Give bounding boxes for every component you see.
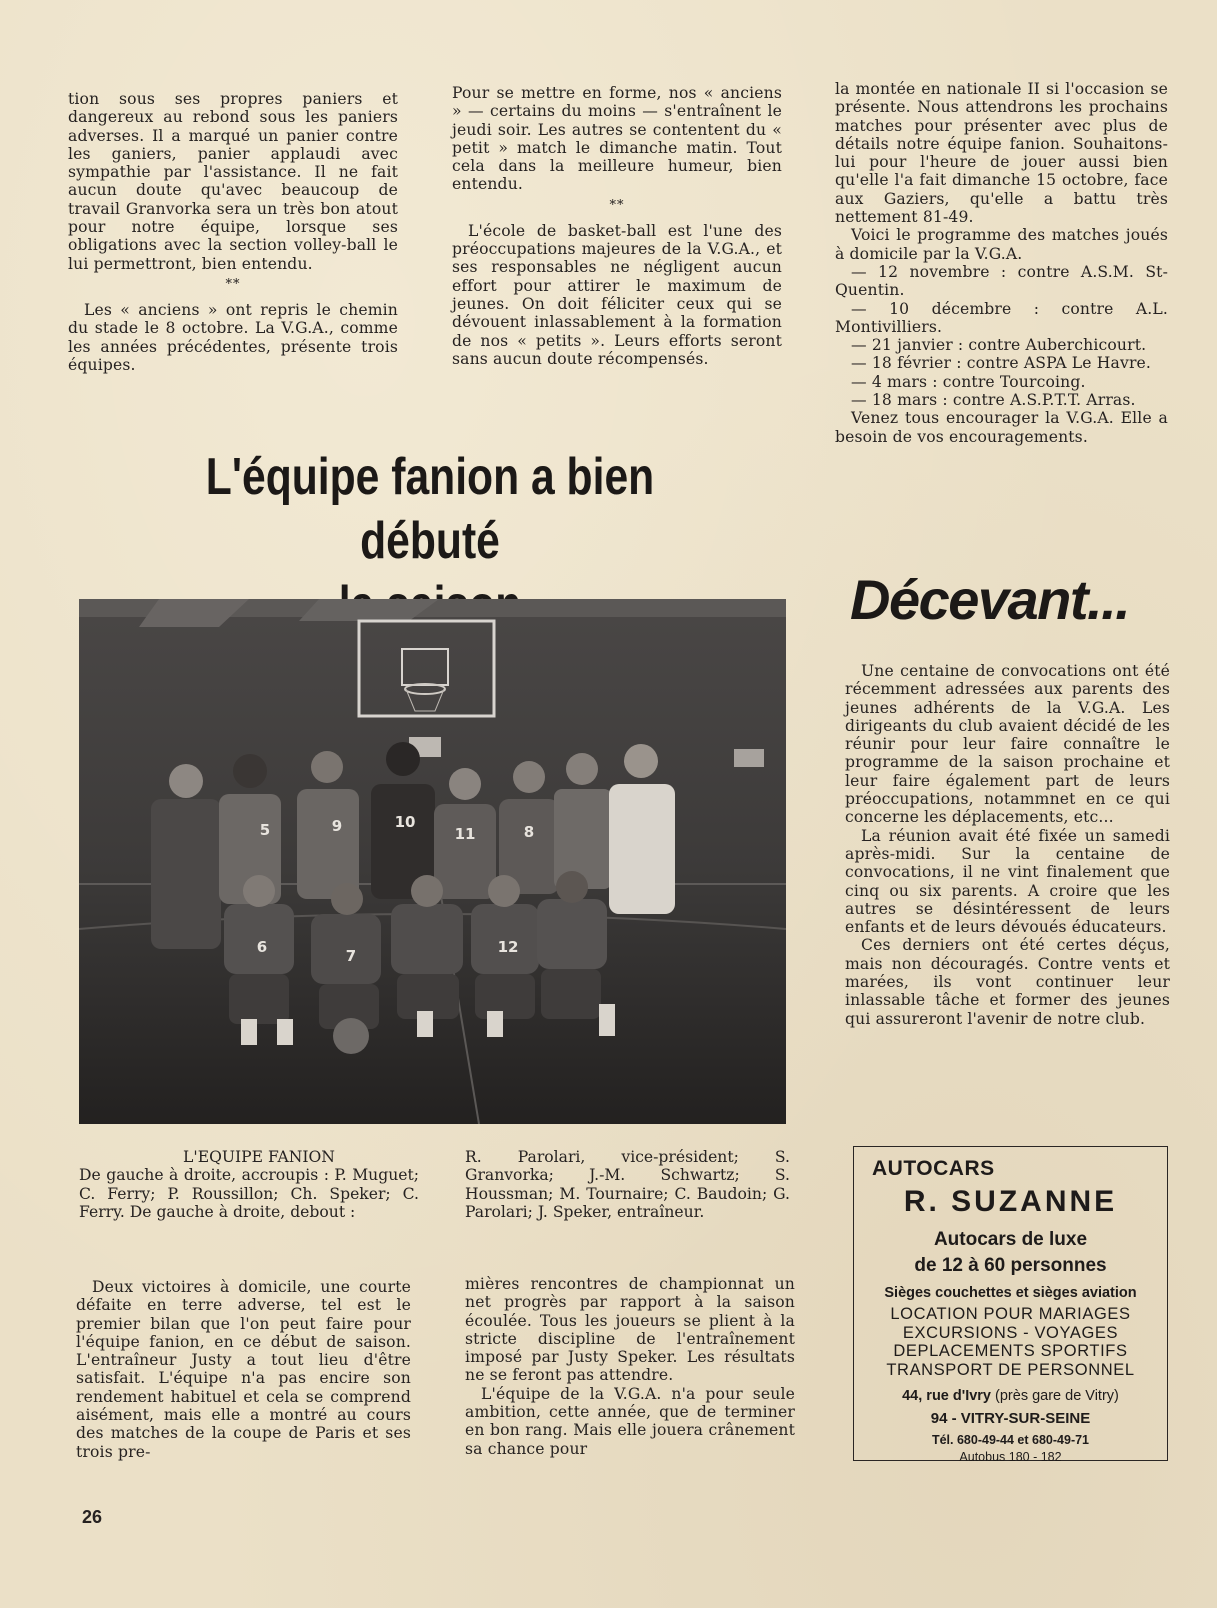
ad-service-item: DEPLACEMENTS SPORTIFS: [893, 1342, 1128, 1360]
ad-heading: AUTOCARS: [872, 1157, 995, 1180]
match-item: — 18 mars : contre A.S.P.T.T. Arras.: [851, 391, 1136, 410]
caption-title: L'EQUIPE FANION: [183, 1148, 335, 1166]
paragraph: Pour se mettre en forme, nos « anciens » — certains du moins — s'entraînent le jeudi soir. Les autres se contentent du « petit » match le dimanche matin. Tout cela dans la meilleure humeur, bien entendu.: [452, 84, 782, 194]
autocars-advertisement: [853, 1146, 1168, 1464]
paragraph: la montée en nationale II si l'occasion se présente. Nous attendrons les prochains matches pour présenter avec plus de détails notre équipe fanion. Souhaitons-lui pour l'heure de jouer aussi bien qu'elle l'a fait dimanche 15 octobre, face aux Gaziers, qu'elle a battu très nettement 81-49.: [835, 80, 1168, 227]
ad-subtitle-line: Autocars de luxe: [933, 1229, 1088, 1250]
jersey-number: 8: [523, 823, 535, 841]
paragraph: Une centaine de convocations ont été récemment adressées aux parents des jeunes adhérents de la V.G.A. Les dirigeants du club avaient décidé de les réunir pour leur faire connaître le programme de la saison prochaine et leur faire également part de leurs préoccupations, notammnet en ce qui concerne les déplacements, etc...: [845, 662, 1170, 827]
article-column-2: [465, 1275, 795, 1458]
caption-text: De gauche à droite, accroupis : P. Muguet; C. Ferry; P. Roussillon; Ch. Speker; C. Ferry. De gauche à droite, debout :: [79, 1166, 419, 1221]
ad-seats: Sièges couchettes et sièges aviation: [884, 1285, 1137, 1301]
jersey-number: 5: [259, 821, 271, 839]
jersey-number: 6: [256, 938, 268, 956]
paragraph: L'école de basket-ball est l'une des préoccupations majeures de la V.G.A., et ses responsables ne négligent aucun effort pour attirer le maximum de jeunes. On doit féliciter ceux qui se dévouent inlassablement à la formation de nos « petits ». Leurs efforts seront sans aucun doute récompensés.: [452, 221, 782, 368]
paragraph: Deux victoires à domicile, une courte défaite en terre adverse, tel est le premier bilan que l'on peut faire pour l'équipe fanion, en ce début de saison. L'entraîneur Justy a tout lieu d'être satisfait. L'équipe n'a pas encire son rendement habituel et cela se comprend aisément, mais elle a montré au cours des matches de la coupe de Paris et ses trois pre-: [76, 1278, 411, 1461]
match-item: — 18 février : contre ASPA Le Havre.: [851, 354, 1152, 373]
ad-city: 94 - VITRY-SUR-SEINE: [930, 1410, 1091, 1427]
jersey-number: 12: [497, 938, 519, 956]
jersey-number: 7: [345, 947, 357, 965]
ad-service-item: LOCATION POUR MARIAGES: [890, 1305, 1131, 1323]
paragraph: L'équipe de la V.G.A. n'a pour seule ambition, cette année, que de terminer en bon rang. Mais elle jouera crânement sa chance pour: [465, 1384, 795, 1458]
ad-street: 44, rue d'Ivry: [902, 1388, 991, 1404]
ad-services: [854, 1305, 1167, 1379]
decevant-title: Décevant...: [850, 568, 1130, 631]
headline-line-1: L'équipe fanion a bien débuté: [205, 448, 655, 570]
paragraph: La réunion avait été fixée un samedi après-midi. Sur la centaine de convocations, il ne vint finalement que cinq ou six parents. A croire que les autres se désintéressent de leurs enfants et de leurs dévoués éducateurs.: [845, 826, 1170, 937]
top-column-3: [835, 80, 1168, 446]
jersey-number: 9: [331, 817, 343, 835]
match-item: — 10 décembre : contre A.L. Montivilliers.: [835, 299, 1168, 336]
paragraph: Voici le programme des matches joués à domicile par la V.G.A.: [835, 226, 1168, 263]
photo-caption-continued: R. Parolari, vice-président; S. Granvorka; J.-M. Schwartz; S. Houssman; M. Tournaire; C. Baudoin; G. Parolari; J. Speker, entraîneur.: [465, 1148, 790, 1221]
match-item: — 4 mars : contre Tourcoing.: [851, 372, 1086, 391]
paragraph: Venez tous encourager la V.G.A. Elle a besoin de vos encouragements.: [835, 409, 1168, 446]
ad-address: [854, 1388, 1167, 1404]
separator-stars: **: [609, 197, 625, 213]
paragraph: Les « anciens » ont repris le chemin du stade le 8 octobre. La V.G.A., comme les années précédentes, présente trois équipes.: [68, 300, 398, 374]
ad-service-item: EXCURSIONS - VOYAGES: [902, 1323, 1119, 1342]
separator-stars: **: [225, 276, 241, 292]
ad-service-item: TRANSPORT DE PERSONNEL: [886, 1360, 1135, 1379]
ad-subtitle-line: de 12 à 60 personnes: [914, 1255, 1107, 1276]
match-item: — 12 novembre : contre A.S.M. St-Quentin.: [835, 262, 1168, 300]
match-item: — 21 janvier : contre Auberchicourt.: [851, 336, 1147, 355]
article-column-1: [76, 1278, 411, 1461]
jersey-number: 10: [394, 813, 416, 831]
top-column-1: [68, 90, 398, 374]
paragraph: Ces derniers ont été certes déçus, mais non découragés. Contre vents et marées, ils vont continuer leur inlassable tâche et former des jeunes qui assureront l'avenir de notre club.: [845, 936, 1170, 1028]
ad-phone: Tél. 680-49-44 et 680-49-71: [931, 1433, 1090, 1447]
page-number: 26: [82, 1507, 103, 1527]
jersey-number: 11: [454, 825, 476, 843]
paragraph: tion sous ses propres paniers et dangereux au rebond sous les paniers adverses. Il a marqué un panier contre les ganiers, panier applaudi avec sympathie par l'assistance. Il ne fait aucun doute qu'avec beaucoup de travail Granvorka sera un très bon atout pour notre équipe, lorsque ses obligations avec la section volley-ball le lui permettront, bien entendu.: [68, 90, 398, 273]
ad-subtitle: [854, 1227, 1167, 1279]
decevant-column: [845, 662, 1170, 1028]
ad-address-note: (près gare de Vitry): [995, 1388, 1119, 1404]
paragraph: mières rencontres de championnat un net progrès par rapport à la saison écoulée. Tous les joueurs se plient à la stricte discipline de l'entraînement imposé par Justy Speker. Les résultats ne se feront pas attendre.: [465, 1275, 795, 1385]
ad-company-name: R. SUZANNE: [903, 1185, 1118, 1218]
top-column-2: [452, 84, 782, 368]
photo-caption: [79, 1148, 419, 1221]
team-photo: [79, 599, 786, 1124]
ad-bus: Autobus 180 - 182: [959, 1450, 1062, 1464]
